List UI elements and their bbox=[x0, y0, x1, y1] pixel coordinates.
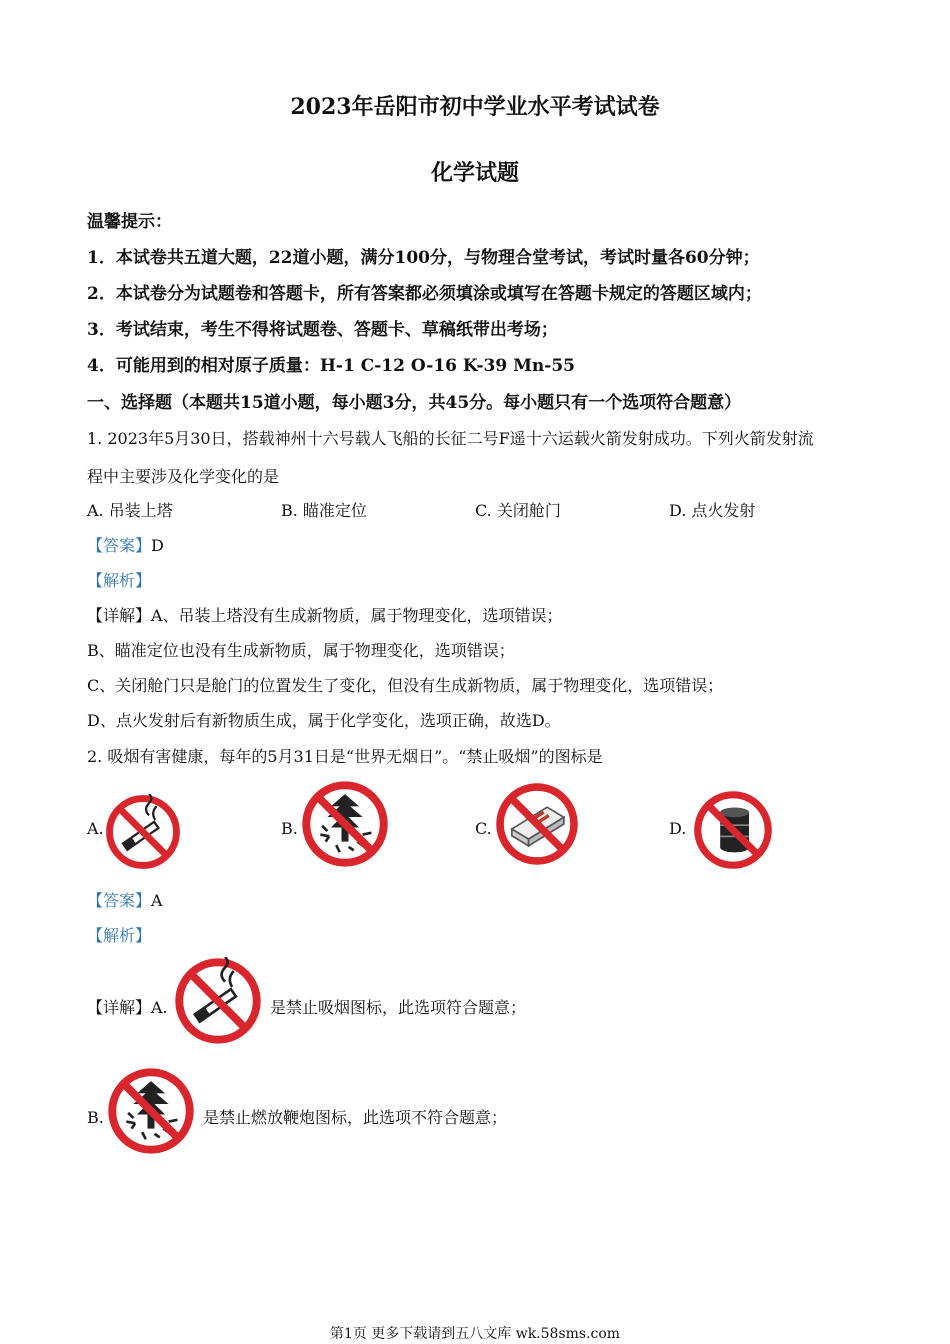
no-matches-icon bbox=[495, 782, 579, 866]
detail-prefix: 【详解】A. bbox=[87, 998, 168, 1017]
q2-detail-a-prefix bbox=[87, 997, 168, 1019]
q2-detail-a-text: 是禁止吸烟图标，此选项符合题意； bbox=[270, 998, 527, 1017]
answer-tag: 【答案】 bbox=[87, 536, 152, 555]
tip-item-4: 4．可能用到的相对原子质量：H-1 C-12 O-16 K-39 Mn-55 bbox=[87, 356, 575, 376]
q1-detail-3: C、关闭舱门只是舱门的位置发生了变化，但没有生成新物质，属于物理变化，选项错误； bbox=[87, 676, 724, 695]
no-smoking-icon bbox=[174, 957, 262, 1045]
q1-option-c: C. 关闭舱门 bbox=[475, 501, 561, 520]
no-smoking-icon bbox=[105, 794, 181, 870]
q2-detail-b-text: 是禁止燃放鞭炮图标，此选项不符合题意； bbox=[203, 1108, 508, 1127]
q1-detail-2: B、瞄准定位也没有生成新物质，属于物理变化，选项错误； bbox=[87, 641, 515, 660]
tips-heading: 温馨提示： bbox=[87, 212, 172, 232]
q1-option-a: A. 吊装上塔 bbox=[87, 501, 173, 520]
q2-option-a-label: A. bbox=[87, 819, 104, 838]
tip-item-3: 3．考试结束，考生不得将试题卷、答题卡、草稿纸带出考场； bbox=[87, 320, 558, 340]
no-oil-drum-icon bbox=[693, 790, 773, 870]
no-firecrackers-icon bbox=[107, 1067, 195, 1155]
no-firecrackers-icon bbox=[301, 780, 389, 868]
q1-detail-1: 【详解】A、吊装上塔没有生成新物质，属于物理变化，选项错误； bbox=[87, 606, 563, 625]
section-heading: 一、选择题（本题共15道小题，每小题3分，共45分。每小题只有一个选项符合题意） bbox=[87, 393, 742, 413]
q2-option-c-label: C. bbox=[475, 819, 492, 838]
q1-answer bbox=[87, 535, 164, 557]
q1-detail-4: D、点火发射后有新物质生成，属于化学变化，选项正确，故选D。 bbox=[87, 711, 561, 730]
q2-option-d-label: D. bbox=[669, 819, 687, 838]
answer-tag: 【答案】 bbox=[87, 891, 152, 910]
answer-value: D bbox=[151, 536, 164, 555]
exam-title: 2023年岳阳市初中学业水平考试试卷 bbox=[290, 94, 660, 120]
q1-option-b: B. 瞄准定位 bbox=[281, 501, 367, 520]
q1-analysis-tag: 【解析】 bbox=[87, 571, 152, 590]
q1-stem-line1: 1. 2023年5月30日，搭载神州十六号载人飞船的长征二号F遥十六运载火箭发射成功。下列火箭发射流 bbox=[87, 429, 814, 448]
answer-value: A bbox=[151, 891, 163, 910]
q1-option-d: D. 点火发射 bbox=[669, 501, 756, 520]
page-footer: 第1页 更多下载请到五八文库 wk.58sms.com bbox=[329, 1326, 621, 1342]
q1-stem-line2: 程中主要涉及化学变化的是 bbox=[87, 467, 280, 486]
exam-subtitle: 化学试题 bbox=[430, 160, 519, 186]
q2-detail-b-prefix: B. bbox=[87, 1108, 104, 1127]
q2-option-b-label: B. bbox=[281, 819, 298, 838]
tip-item-2: 2．本试卷分为试题卷和答题卡，所有答案都必须填涂或填写在答题卡规定的答题区域内； bbox=[87, 284, 762, 304]
q2-answer bbox=[87, 890, 163, 912]
q2-analysis-tag: 【解析】 bbox=[87, 926, 152, 945]
tip-item-1: 1．本试卷共五道大题，22道小题，满分100分，与物理合堂考试，考试时量各60分钟； bbox=[87, 248, 760, 268]
q2-stem: 2. 吸烟有害健康，每年的5月31日是“世界无烟日”。“禁止吸烟”的图标是 bbox=[87, 747, 603, 766]
